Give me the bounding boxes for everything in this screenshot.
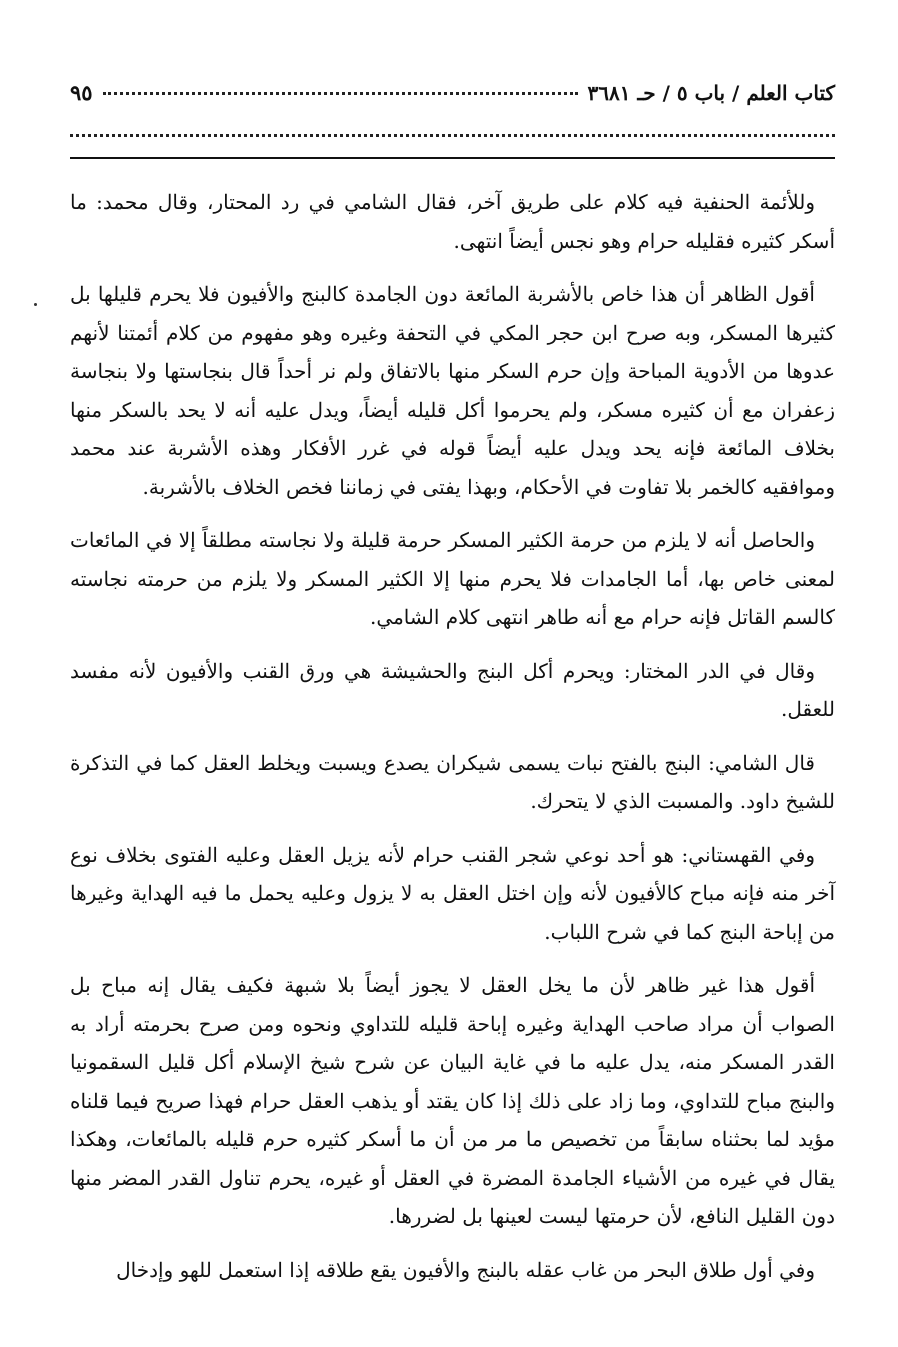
paragraph-2: أقول الظاهر أن هذا خاص بالأشربة المائعة دون الجامدة كالبنج والأفيون فلا يحرم قليلها بل كثيرها المسكر، وبه صرح ابن حجر المكي في التحفة وغيره وهو مفهوم من كلام أئمتنا لأنهم عدوها من الأدوية المباحة وإن حرم السكر منها بالاتفاق ولم نر أحداً قال بنجاستها ولا بنجاسة زعفران مع أن كثيره مسكر، ولم يحرموا أكل قليله أيضاً، ويدل عليه أنه لا يحد بالسكر منها بخلاف المائعة فإنه يحد ويدل عليه أيضاً قوله في غرر الأفكار وهذه الأشربة عند محمد وموافقيه كالخمر بلا تفاوت في الأحكام، وبهذا يفتى في زماننا فخص الخلاف بالأشربة.	[70, 282, 835, 499]
dotted-divider	[70, 134, 835, 137]
paragraph-4: وقال في الدر المختار: ويحرم أكل البنج والحشيشة هي ورق القنب والأفيون لأنه مفسد للعقل.	[70, 658, 835, 721]
stray-ink-mark	[34, 303, 37, 306]
paragraph-8: وفي أول طلاق البحر من غاب عقله بالبنج والأفيون يقع طلاقه إذا استعمل للهو وإدخال	[116, 1257, 815, 1282]
running-title: كتاب العلم / باب ٥ / حـ ٣٦٨١	[587, 81, 835, 105]
body-text	[70, 183, 835, 1289]
paragraph-1: وللأئمة الحنفية فيه كلام على طريق آخر، فقال الشامي في رد المحتار، وقال محمد: ما أسكر كثيره فقليله حرام وهو نجس أيضاً انتهى.	[70, 190, 835, 253]
dotted-leader	[103, 92, 578, 95]
book-page	[70, 80, 835, 1320]
page-number: ٩٥	[70, 80, 93, 105]
solid-divider	[70, 157, 835, 159]
paragraph-7: أقول هذا غير ظاهر لأن ما يخل العقل لا يجوز أيضاً بلا شبهة فكيف يقال إنه مباح بل الصواب أن مراد صاحب الهداية وغيره إباحة قليله للتداوي ونحوه ومن صرح بحرمته أراد به القدر المسكر منه، يدل عليه ما في غاية البيان عن شرح شيخ الإسلام أكل قليل السقمونيا والبنج مباح للتداوي، وما زاد على ذلك إذا كان يقتد أو يذهب العقل حرام فهذا صريح فيما قلناه مؤيد لما بحثناه سابقاً من تخصيص ما مر من أن ما أسكر كثيره حرم قليله بالمائعات، وهكذا يقال في غيره من الأشياء الجامدة المضرة في العقل أو غيره، يحرم تناول القدر المضر منها دون القليل النافع، لأن حرمتها ليست لعينها بل لضررها.	[70, 973, 835, 1228]
paragraph-3: والحاصل أنه لا يلزم من حرمة الكثير المسكر حرمة قليلة ولا نجاسته مطلقاً إلا في المائعات لمعنى خاص بها، أما الجامدات فلا يحرم منها إلا الكثير المسكر ولا يلزم من حرمته نجاسته كالسم القاتل فإنه حرام مع أنه طاهر انتهى كلام الشامي.	[70, 528, 835, 629]
paragraph-6: وفي القهستاني: هو أحد نوعي شجر القنب حرام لأنه يزيل العقل وعليه الفتوى بخلاف نوع آخر منه فإنه مباح كالأفيون لأنه وإن اختل العقل به لا يزول وعليه يحمل ما فيه الهداية وغيرها من إباحة البنج كما في شرح اللباب.	[70, 842, 835, 944]
running-header	[70, 80, 835, 120]
paragraph-5: قال الشامي: البنج بالفتح نبات يسمى شيكران يصدع ويسبت ويخلط العقل كما في التذكرة للشيخ داود. والمسبت الذي لا يتحرك.	[70, 750, 835, 813]
